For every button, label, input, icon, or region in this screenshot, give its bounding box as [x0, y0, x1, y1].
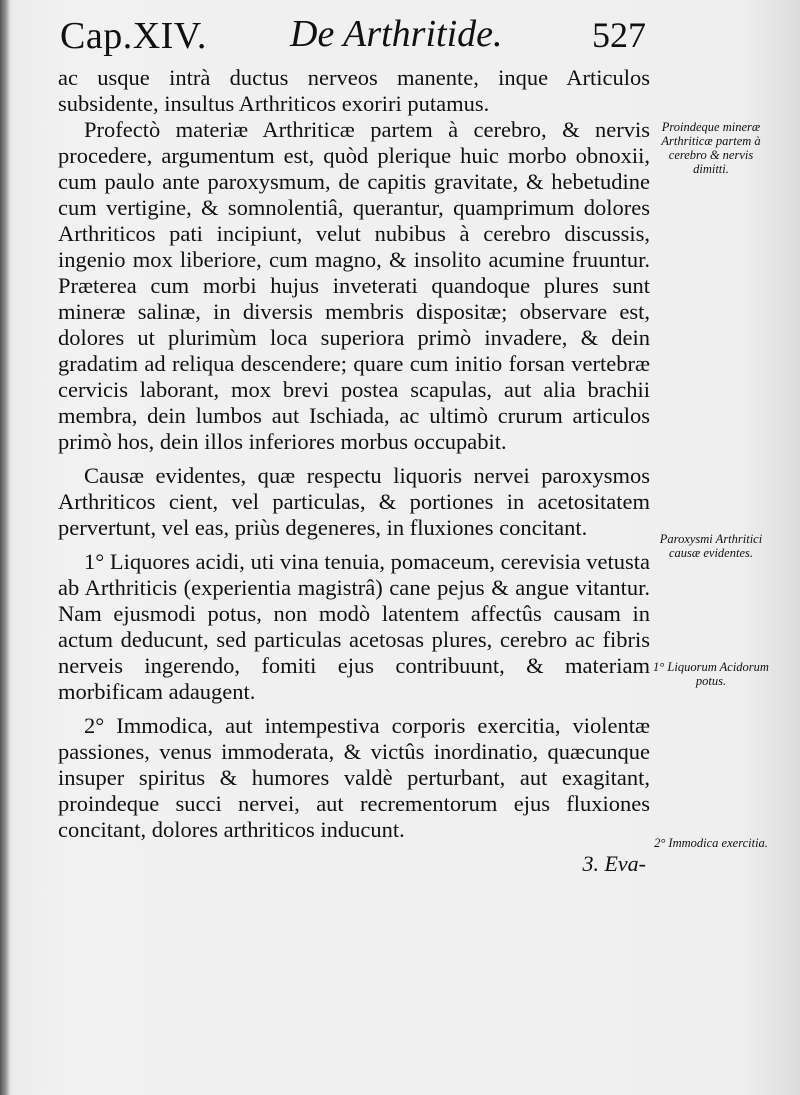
paragraph: 2° Immodica, aut intempestiva corporis exercitia, violentæ passiones, venus immoderata, & victûs inordinatio, quæcunque insuper spiritus & humores valdè perturbant, aut exagitant, proindeque succi nervei, aut recrementorum ejus fluxiones concitant, dolores arthriticos inducunt. — [58, 713, 650, 842]
main-text-block — [58, 65, 650, 877]
paragraph: 1° Liquores acidi, uti vina tenuia, pomaceum, cerevisia vetusta ab Arthriticis (experientia magistrâ) cane pejus & angue vitantur. Nam ejusmodi potus, non modò latentem affectûs causam in actum deducunt, sed particulas acetosas plures, cerebro ac fibris nerveis ingerendo, fomiti ejus contribuunt, & materiam morbificam adaugent. — [58, 549, 650, 704]
chapter-label: Cap.XIV. — [60, 15, 207, 57]
margin-note: Proindeque mineræ Arthriticæ partem à cerebro & nervis dimitti. — [661, 120, 761, 176]
margin-note: 1° Liquorum Acidorum potus. — [653, 660, 769, 688]
paragraph: ac usque intrà ductus nerveos manente, inque Articulos subsidente, insultus Arthriticos exoriri putamus. — [58, 65, 650, 116]
page-spine-shadow — [0, 0, 10, 1095]
page-number: 527 — [592, 15, 646, 55]
paragraph: Profectò materiæ Arthriticæ partem à cerebro, & nervis procedere, argumentum est, quòd plerique huic morbo obnoxii, cum paulo ante paroxysmum, de capitis gravitate, & hebetudine cum vertigine, & somnolentiâ, querantur, quamprimum dolores Arthriticos pati incipiunt, velut nubibus à cerebro discussis, ingenio mox liberiore, cum magno, & insolito acumine fruuntur. Præterea cum morbi hujus inveterati quandoque plures sunt mineræ salinæ, in diversis membris dispositæ; observare est, dolores ut plurimùm loca superiora primò invadere, & dein gradatim ad reliqua descendere; quare cum initio forsan vertebræ cervicis laborant, mox brevi postea scapulas, aut alia brachii membra, dein lumbos aut Ischiada, ac ultimò crurum articulos primò hos, dein illos inferiores morbus occupabit. — [58, 117, 650, 454]
running-header — [60, 10, 646, 60]
paragraph: Causæ evidentes, quæ respectu liquoris nervei paroxysmos Arthriticos cient, vel particulas, & portiones in acetositatem pervertunt, vel eas, priùs degeneres, in fluxiones concitant. — [58, 463, 650, 540]
catchword: 3. Eva- — [582, 851, 646, 876]
margin-note: Paroxysmi Arthritici causæ evidentes. — [659, 532, 763, 560]
margin-note: 2° Immodica exercitia. — [654, 836, 768, 850]
running-title: De Arthritide. — [290, 13, 503, 55]
